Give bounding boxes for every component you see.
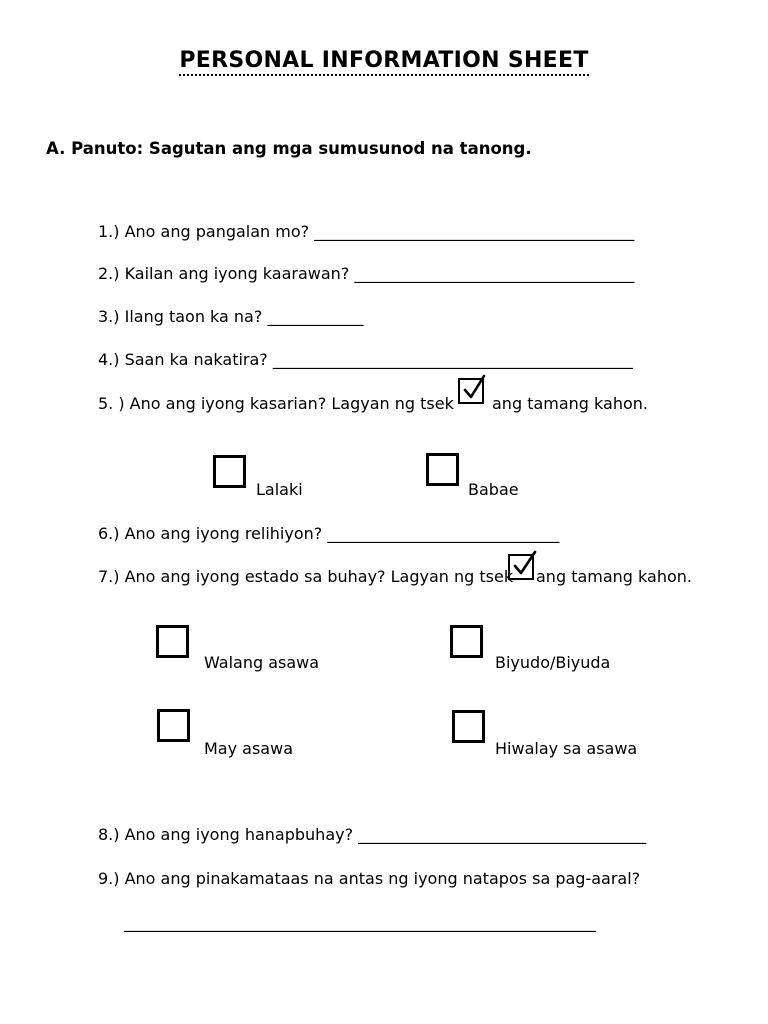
title-text: PERSONAL INFORMATION SHEET — [179, 48, 588, 76]
question-5-text: 5. ) Ano ang iyong kasarian? Lagyan ng tsek — [98, 394, 454, 413]
question-6: 6.) Ano ang iyong relihiyon? _____________________________ — [98, 524, 560, 543]
page-title — [0, 48, 768, 73]
option-walang-asawa: Walang asawa — [204, 653, 320, 672]
checkbox-hiwalay[interactable] — [452, 710, 485, 743]
checkbox-may-asawa[interactable] — [157, 709, 190, 742]
instruction: A. Panuto: Sagutan ang mga sumusunod na tanong. — [46, 139, 532, 158]
question-7-suffix: ang tamang kahon. — [536, 567, 692, 586]
checkmark-icon — [458, 378, 484, 404]
question-1: 1.) Ano ang pangalan mo? ________________________________________ — [98, 222, 635, 241]
checkmark-icon — [508, 554, 534, 580]
checkbox-biyudo[interactable] — [450, 625, 483, 658]
option-lalaki: Lalaki — [256, 480, 303, 499]
question-3: 3.) Ilang taon ka na? ____________ — [98, 307, 364, 326]
option-biyudo: Biyudo/Biyuda — [495, 653, 611, 672]
question-7-text: 7.) Ano ang iyong estado sa buhay? Lagyan ng tsek — [98, 567, 514, 586]
option-babae: Babae — [468, 480, 519, 499]
answer-line-9[interactable]: ___________________________________________________________ — [124, 913, 596, 932]
question-4: 4.) Saan ka nakatira? _____________________________________________ — [98, 350, 633, 369]
question-2: 2.) Kailan ang iyong kaarawan? ___________________________________ — [98, 264, 635, 283]
checkbox-lalaki[interactable] — [213, 455, 246, 488]
option-hiwalay: Hiwalay sa asawa — [495, 739, 638, 758]
option-may-asawa: May asawa — [204, 739, 293, 758]
question-5-suffix: ang tamang kahon. — [492, 394, 648, 413]
question-9: 9.) Ano ang pinakamataas na antas ng iyong natapos sa pag-aaral? — [98, 869, 641, 888]
question-8: 8.) Ano ang iyong hanapbuhay? ____________________________________ — [98, 825, 647, 844]
checkbox-babae[interactable] — [426, 453, 459, 486]
checkbox-walang-asawa[interactable] — [156, 625, 189, 658]
